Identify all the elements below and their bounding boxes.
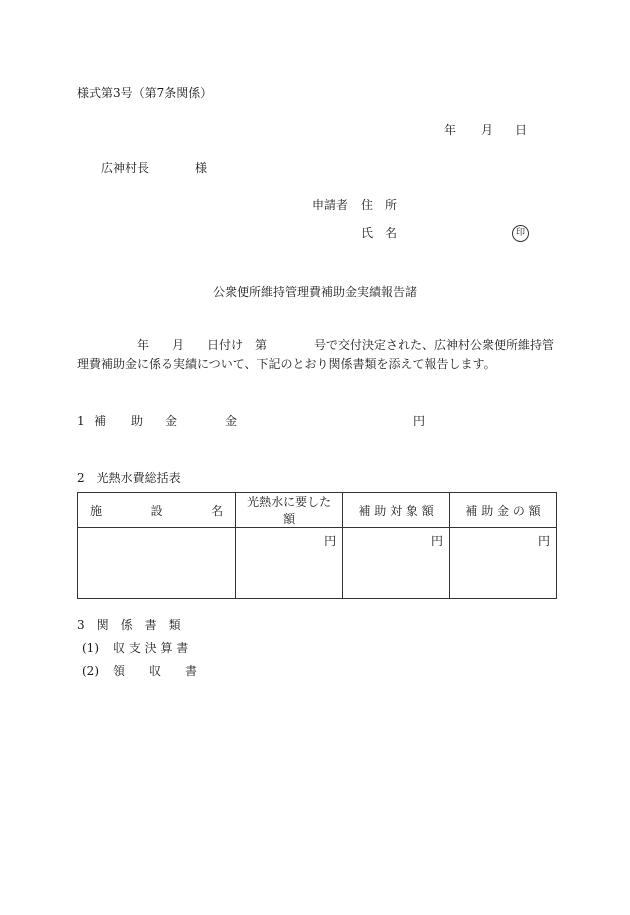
section1-number: 1 [77, 414, 85, 428]
body-line2: 理費補助金に係る実績について、下記のとおり関係書類を添えて報告します。 [77, 357, 496, 371]
header-facility-name [78, 493, 236, 528]
form-number: 様式第3号（第7条関係） [77, 86, 213, 100]
body-number-prefix: 第 [255, 338, 268, 352]
header-facility-b: 設 [150, 503, 163, 518]
document-title: 公衆便所維持管理費補助金実績報告諸 [213, 285, 418, 299]
section1-char3: 金 [165, 414, 178, 428]
body-line1-rest: 号で交付決定された、広神村公衆便所維持管 [314, 338, 555, 352]
doc-item-1-number: (1) [82, 641, 99, 655]
section1-char2: 助 [131, 414, 144, 428]
header-subsidy-target: 補 助 対 象 額 [343, 493, 450, 528]
cell-utility-unit[interactable]: 円 [236, 528, 343, 599]
header-subsidy-amount: 補 助 金 の 額 [450, 493, 557, 528]
addressee-name: 広神村長 [101, 161, 150, 175]
cell-facility[interactable] [78, 528, 236, 599]
header-utility-cost: 光熱水に要した額 [236, 493, 343, 528]
section1-unit: 円 [413, 414, 426, 428]
cell-target-unit[interactable]: 円 [343, 528, 450, 599]
date-month-label: 月 [481, 123, 494, 137]
table-header-row [78, 493, 557, 528]
body-year: 年 [137, 338, 150, 352]
doc-item-1-text: 収 支 決 算 書 [113, 641, 189, 655]
date-year-label: 年 [444, 123, 457, 137]
header-facility-a: 施 [90, 503, 103, 518]
addressee-honorific: 様 [195, 161, 208, 175]
header-facility-c: 名 [211, 503, 224, 518]
section1-char4: 金 [225, 414, 238, 428]
table-row [78, 528, 557, 599]
section1-char1: 補 [94, 414, 107, 428]
address-label: 住 所 [361, 198, 398, 212]
doc-item-2-text: 領 収 書 [113, 664, 198, 678]
name-label: 氏 名 [361, 226, 398, 240]
seal-mark: 印 [512, 225, 529, 242]
section2-heading: 2 光熱水費総括表 [77, 471, 181, 485]
applicant-label: 申請者 [312, 198, 349, 212]
body-month: 月 [172, 338, 185, 352]
cell-amount-unit[interactable]: 円 [450, 528, 557, 599]
utility-summary-table [77, 492, 557, 599]
section3-heading: 3 関 係 書 類 [77, 618, 181, 632]
date-day-label: 日 [515, 123, 528, 137]
body-dated: 日付け [207, 338, 244, 352]
doc-item-2-number: (2) [82, 664, 99, 678]
